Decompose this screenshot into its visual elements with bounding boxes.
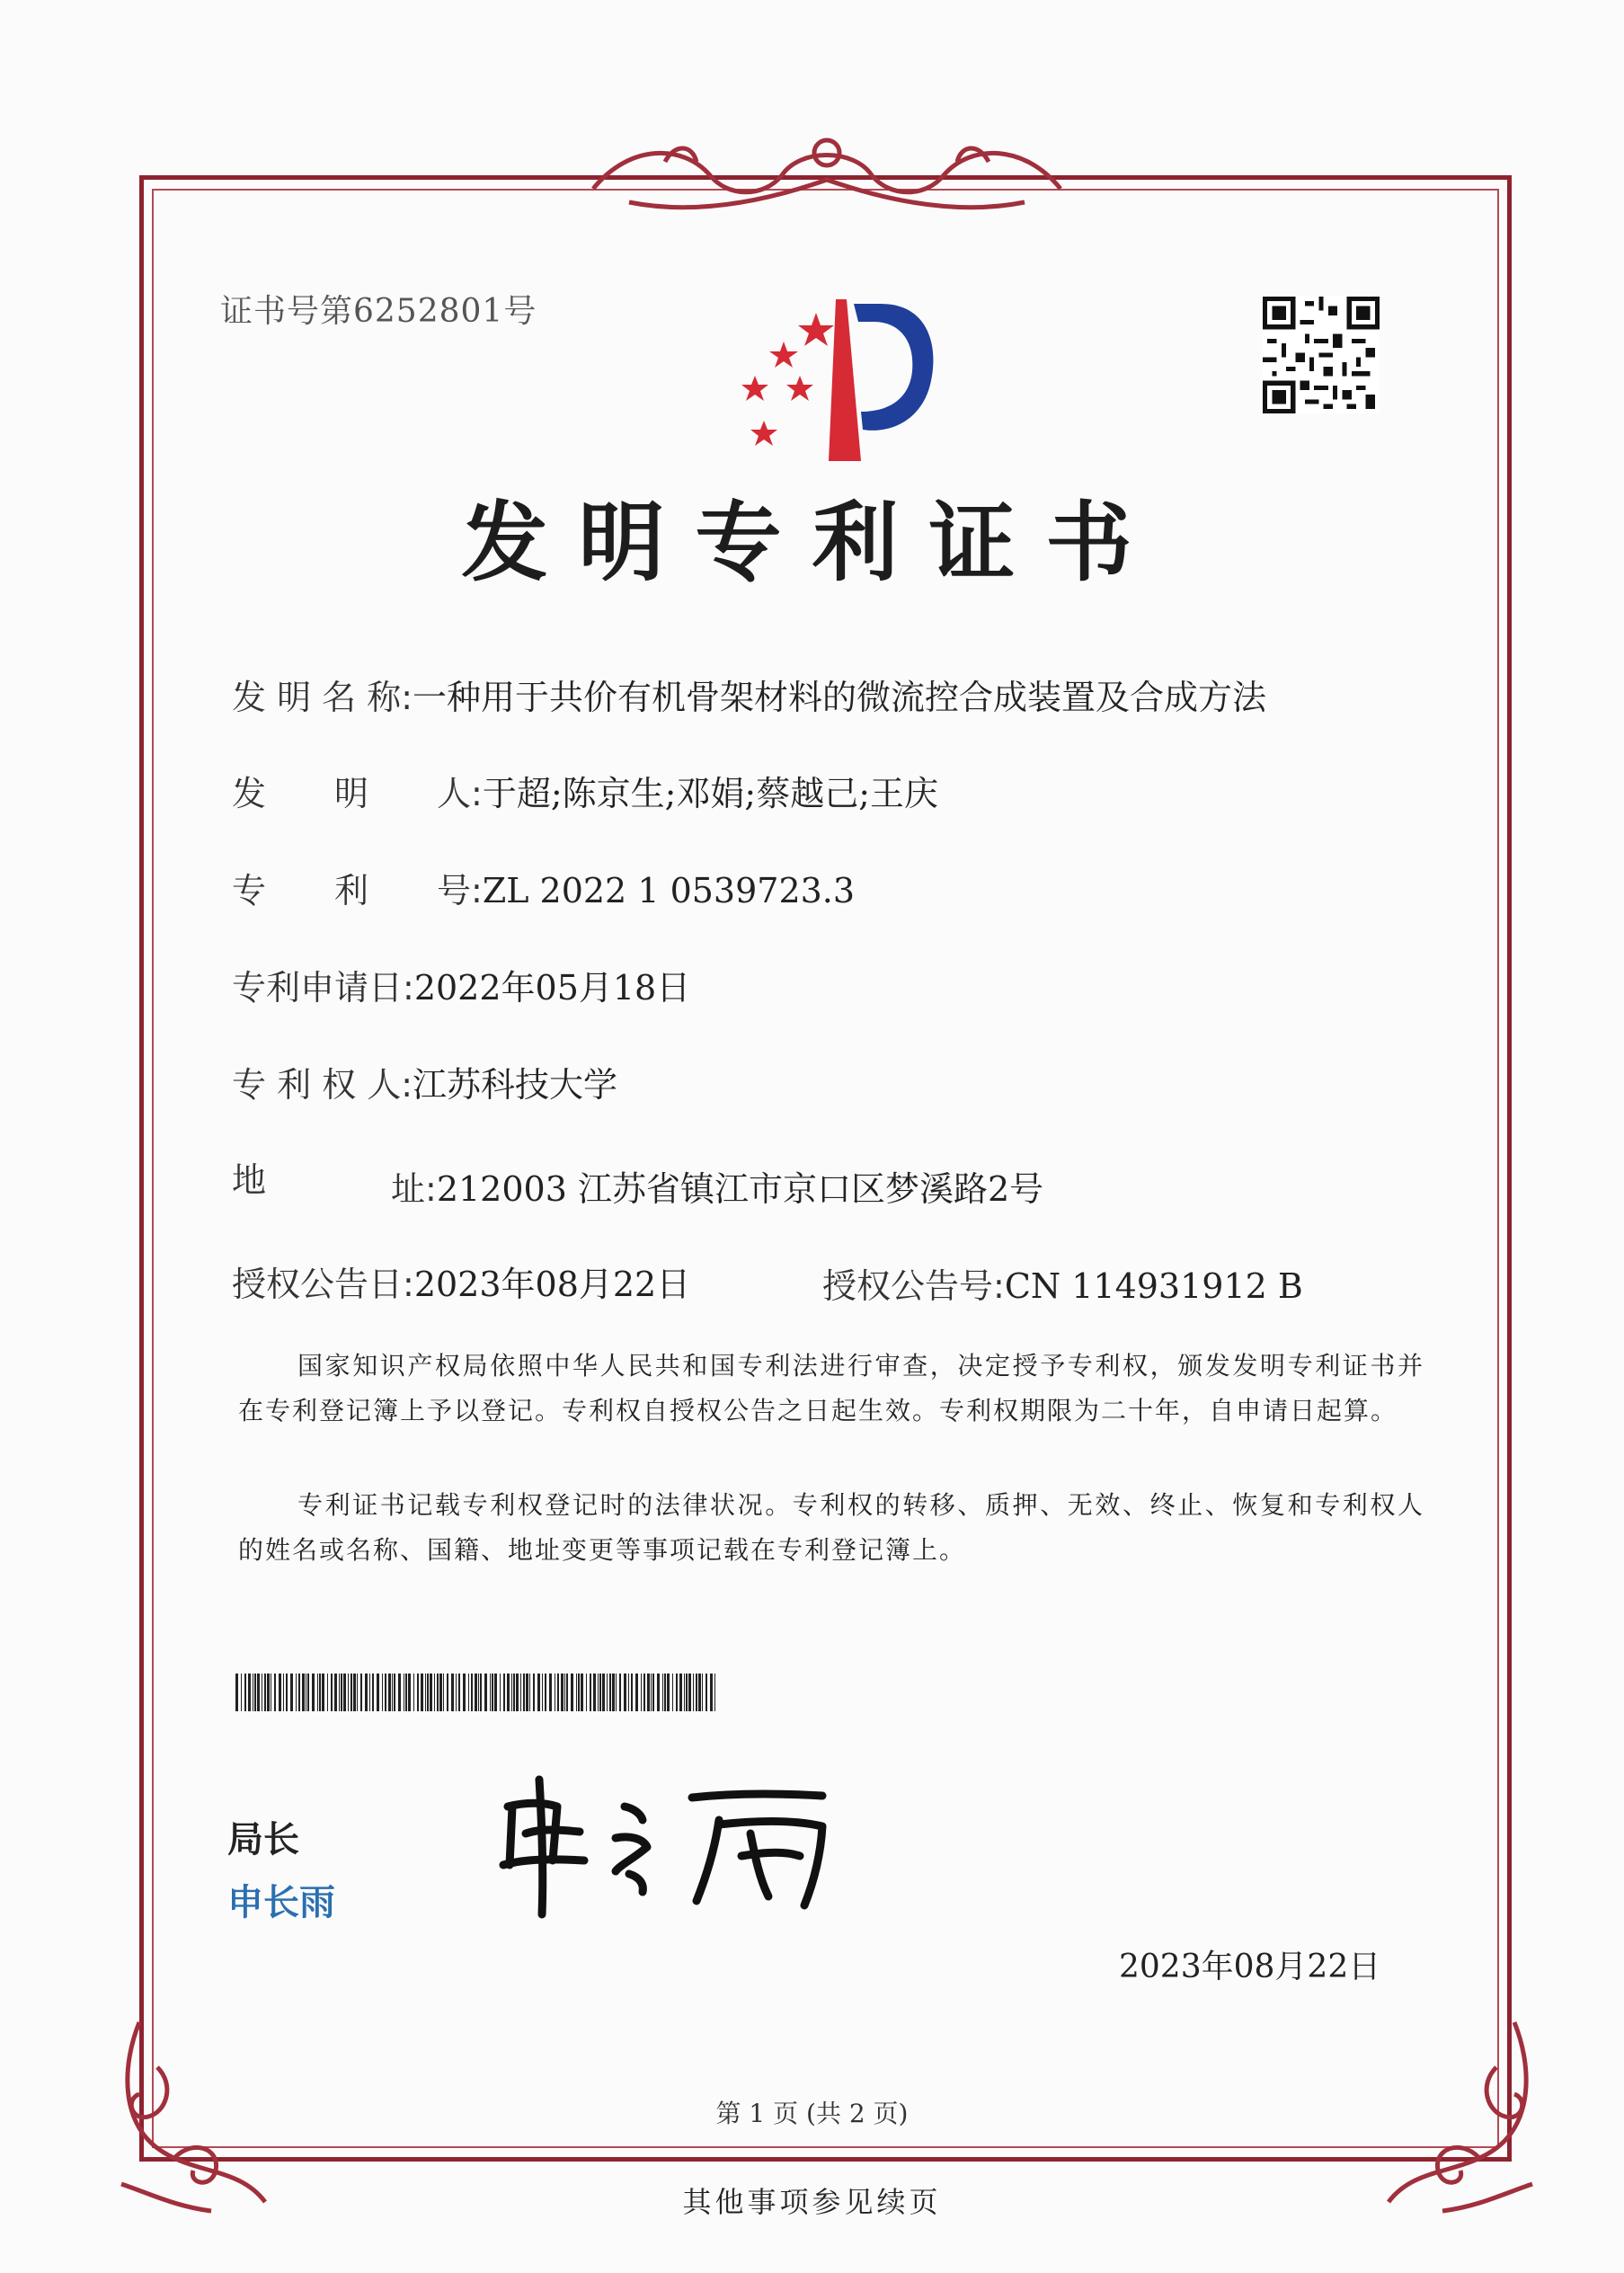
cnipa-emblem-icon [710, 286, 953, 466]
field-grant-date [232, 1256, 690, 1306]
field-patent-number [232, 863, 855, 912]
signature-image [499, 1753, 849, 1923]
page-number: 第 1 页 (共 2 页) [715, 2099, 909, 2128]
field-address [391, 1161, 1043, 1211]
barcode-icon [235, 1674, 721, 1711]
field-application-date [232, 960, 690, 1009]
qr-code-icon [1263, 297, 1380, 413]
field-inventors [232, 766, 938, 815]
field-value: 212003 江苏省镇江市京口区梦溪路2号 [436, 1169, 1044, 1209]
certificate-number: 证书号第6252801号 [220, 293, 537, 330]
signatory-name: 申长雨 [227, 1882, 335, 1923]
field-label: 专 利 号: [232, 871, 483, 910]
footer-note: 其他事项参见续页 [682, 2185, 942, 2219]
field-label: 地 [232, 1160, 267, 1200]
field-label: 授权公告日: [232, 1265, 414, 1304]
field-value: 2023年08月22日 [413, 1265, 691, 1304]
field-value: 江苏科技大学 [413, 1065, 618, 1105]
top-ornament [575, 126, 1078, 225]
field-label: 授权公告号: [822, 1266, 1005, 1306]
field-value: CN 114931912 B [1004, 1266, 1303, 1306]
issue-date: 2023年08月22日 [1119, 1949, 1381, 1985]
field-value: 于超;陈京生;邓娟;蔡越己;王庆 [482, 774, 939, 813]
field-address-label-1 [232, 1152, 266, 1202]
field-label: 专利申请日: [232, 968, 414, 1008]
field-label: 发 明 人: [232, 774, 483, 813]
field-value: 一种用于共价有机骨架材料的微流控合成装置及合成方法 [413, 678, 1267, 717]
paragraph-legal-status: 专利证书记载专利权登记时的法律状况。专利权的转移、质押、无效、终止、恢复和专利权人的姓名或名称、国籍、地址变更等事项记载在专利登记簿上。 [238, 1490, 1424, 1565]
field-value: 2022年05月18日 [413, 968, 691, 1008]
field-patentee [232, 1057, 617, 1106]
field-invention-name [232, 670, 1266, 719]
paragraph-grant-statement: 国家知识产权局依照中华人民共和国专利法进行审查，决定授予专利权，颁发发明专利证书并在专利登记簿上予以登记。专利权自授权公告之日起生效。专利权期限为二十年，自申请日起算。 [238, 1351, 1424, 1425]
signatory-title: 局长 [227, 1819, 299, 1860]
field-label: 专 利 权 人: [232, 1065, 413, 1105]
field-grant-number [822, 1258, 1303, 1308]
certificate-title: 发明专利证书 [461, 493, 1163, 593]
field-value: ZL 2022 1 0539723.3 [482, 871, 856, 910]
field-label: 发 明 名 称: [232, 678, 413, 717]
field-label: 址: [391, 1169, 437, 1209]
